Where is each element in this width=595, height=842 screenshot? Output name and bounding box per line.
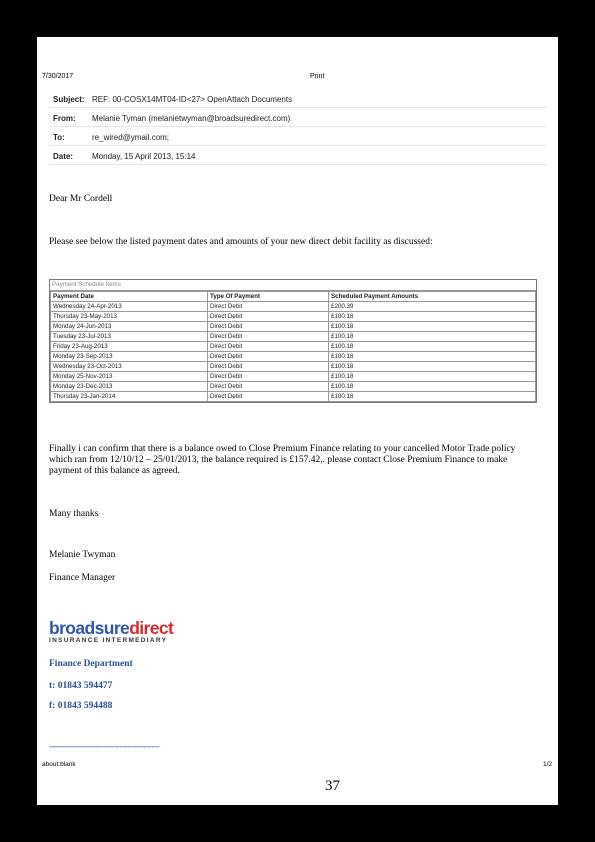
cell-date: Wednesday 23-Oct-2013: [51, 362, 208, 372]
cell-amount: £100.18: [329, 312, 536, 322]
cell-date: Monday 24-Jun-2013: [51, 322, 208, 332]
logo-text-direct: direct: [129, 618, 174, 638]
cell-type: Direct Debit: [208, 322, 329, 332]
table-row: [51, 362, 536, 372]
cell-amount: £100.18: [329, 382, 536, 392]
broadsuredirect-logo: [49, 619, 173, 644]
cell-amount: £100.18: [329, 372, 536, 382]
cell-date: Thursday 23-Jan-2014: [51, 392, 208, 402]
meta-label: From:: [53, 114, 76, 123]
print-footer-url: about:blank: [42, 761, 76, 768]
table-row: [51, 392, 536, 402]
cell-date: Monday 23-Dec-2013: [51, 382, 208, 392]
salutation: Dear Mr Cordell: [49, 194, 113, 204]
cell-amount: £100.18: [329, 322, 536, 332]
meta-value: Monday, 15 April 2013, 15:14: [92, 152, 196, 161]
table-row: [51, 332, 536, 342]
meta-value: Melanie Tyman (melanietwyman@broadsuredirect.com): [92, 114, 291, 123]
meta-date: [49, 146, 547, 165]
meta-label: Date:: [53, 152, 74, 161]
cell-type: Direct Debit: [208, 302, 329, 312]
cell-type: Direct Debit: [208, 332, 329, 342]
cell-type: Direct Debit: [208, 352, 329, 362]
print-date: 7/30/2017: [42, 73, 74, 80]
cell-type: Direct Debit: [208, 372, 329, 382]
print-footer-page: 1/2: [543, 761, 553, 768]
signature-fax: f: 01843 594488: [49, 701, 113, 711]
meta-label: To:: [53, 133, 65, 142]
closing-thanks: Many thanks: [49, 509, 99, 519]
meta-value: re_wired@ymail.com;: [92, 133, 170, 142]
cell-amount: £100.18: [329, 352, 536, 362]
meta-from: [49, 108, 547, 127]
meta-subject: [49, 89, 547, 108]
table-row: [51, 302, 536, 312]
cell-date: Wednesday 24-Apr-2013: [51, 302, 208, 312]
meta-to: [49, 127, 547, 146]
cell-date: Thursday 23-May-2013: [51, 312, 208, 322]
page-number: 37: [325, 778, 340, 794]
table-row: [51, 312, 536, 322]
cell-amount: £100.18: [329, 342, 536, 352]
header-type-of-payment: Type Of Payment: [208, 292, 329, 302]
cell-amount: £100.18: [329, 332, 536, 342]
payment-schedule-table: [49, 279, 537, 403]
signature-department: Finance Department: [49, 659, 133, 669]
cell-date: Monday 25-Nov-2013: [51, 372, 208, 382]
cell-type: Direct Debit: [208, 392, 329, 402]
email-meta: [49, 89, 547, 165]
cell-amount: £200.39: [329, 302, 536, 312]
logo-text-broadsure: broadsure: [49, 618, 130, 638]
cell-amount: £100.18: [329, 362, 536, 372]
sender-name: Melanie Twyman: [49, 550, 116, 560]
table-row: [51, 372, 536, 382]
meta-value: REF: 00-COSX14MT04-ID<27> OpenAttach Documents: [92, 95, 293, 104]
header-scheduled-amount: Scheduled Payment Amounts: [329, 292, 536, 302]
cell-type: Direct Debit: [208, 342, 329, 352]
meta-label: Subject:: [53, 95, 85, 104]
cell-amount: £100.18: [329, 392, 536, 402]
table-row: [51, 322, 536, 332]
cell-type: Direct Debit: [208, 382, 329, 392]
print-title: Print: [310, 73, 325, 80]
cell-date: Tuesday 23-Jul-2013: [51, 332, 208, 342]
signature-separator: -----------------------------------------: [49, 741, 160, 751]
sender-role: Finance Manager: [49, 573, 116, 583]
table-row: [51, 352, 536, 362]
logo-tagline: INSURANCE INTERMEDIARY: [49, 637, 168, 644]
cell-date: Monday 23-Sep-2013: [51, 352, 208, 362]
table-row: [51, 342, 536, 352]
table-header-row: [51, 292, 536, 302]
cell-type: Direct Debit: [208, 362, 329, 372]
intro-paragraph: Please see below the listed payment dates and amounts of your new direct debit facility as discussed:: [49, 237, 433, 247]
cell-date: Friday 23-Aug-2013: [51, 342, 208, 352]
printed-page: [37, 37, 558, 805]
schedule-caption: Payment Schedule Items: [50, 280, 536, 291]
table-row: [51, 382, 536, 392]
cell-type: Direct Debit: [208, 312, 329, 322]
signature-telephone: t: 01843 594477: [49, 681, 113, 691]
header-payment-date: Payment Date: [51, 292, 208, 302]
balance-paragraph: Finally i can confirm that there is a balance owed to Close Premium Finance relating to your cancelled Motor Trade policy which ran from 12/10/12 – 25/01/2013, the balance required is £157.42,. please contact Close Premium Finance to make payment of this balance as agreed.: [49, 444, 516, 476]
